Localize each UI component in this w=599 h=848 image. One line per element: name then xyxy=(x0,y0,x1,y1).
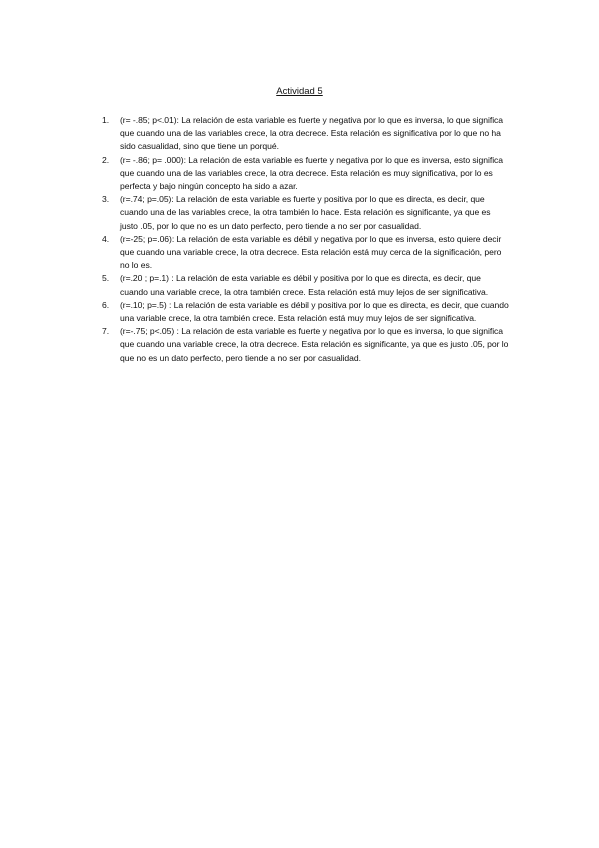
item-number: 7. xyxy=(102,326,110,337)
item-number: 5. xyxy=(102,273,110,284)
list-item xyxy=(102,325,510,365)
item-number: 6. xyxy=(102,299,110,310)
item-number: 2. xyxy=(102,154,110,165)
list-item xyxy=(102,154,510,194)
item-text: (r=-25; p=.06): La relación de esta variable es débil y negativa por lo que es inversa, esto quiere decir que cuando una variable crece, la otra decrece. Esta relación está muy cerca de la significación, pero no lo es. xyxy=(120,233,502,271)
item-text: (r=.20 ; p=.1) : La relación de esta variable es débil y positiva por lo que es directa, es decir, que cuando una variable crece, la otra también crece. Esta relación está muy lejos de ser significativa. xyxy=(120,273,489,297)
answer-list xyxy=(102,114,510,365)
document-title: Actividad 5 xyxy=(276,86,323,97)
item-text: (r=-.75; p<.05) : La relación de esta variable es fuerte y negativa por lo que es inversa, lo que significa que cuando una variable crece, la otra decrece. Esta relación es significante, ya que es justo .05, por lo que no es un dato perfecto, pero tiende a no ser por casualidad. xyxy=(120,326,509,363)
item-text: (r=.74; p=.05): La relación de esta variable es fuerte y positiva por lo que es directa, es decir, que cuando una de las variables crece, la otra también lo hace. Esta relación es significante, ya que es justo .05, por lo que no es un dato perfecto, pero tiende a no ser por casualidad. xyxy=(120,194,491,231)
list-item xyxy=(102,233,510,273)
item-number: 3. xyxy=(102,194,110,205)
item-text: (r= -.85; p<.01): La relación de esta variable es fuerte y negativa por lo que es inversa, lo que significa que cuando una de las variables crece, la otra decrece. Esta relación es significativa por lo que no ha sido casualidad, sino que tiene un porqué. xyxy=(120,115,504,152)
item-text: (r= -.86; p= .000): La relación de esta variable es fuerte y negativa por lo que es inversa, esto significa que cuando una de las variables crece, la otra decrece. Esta relación es muy significativa, por lo es perfecta y bajo ningún concepto ha sido a azar. xyxy=(120,154,504,192)
list-item xyxy=(102,299,510,325)
list-item xyxy=(102,193,510,233)
item-text: (r=.10; p=.5) : La relación de esta variable es débil y positiva por lo que es directa, es decir, que cuando una variable crece, la otra también crece. Esta relación está muy muy lejos de ser significativa. xyxy=(120,299,509,324)
list-item xyxy=(102,114,510,154)
list-item xyxy=(102,272,510,298)
item-number: 4. xyxy=(102,233,110,244)
item-number: 1. xyxy=(102,115,110,125)
